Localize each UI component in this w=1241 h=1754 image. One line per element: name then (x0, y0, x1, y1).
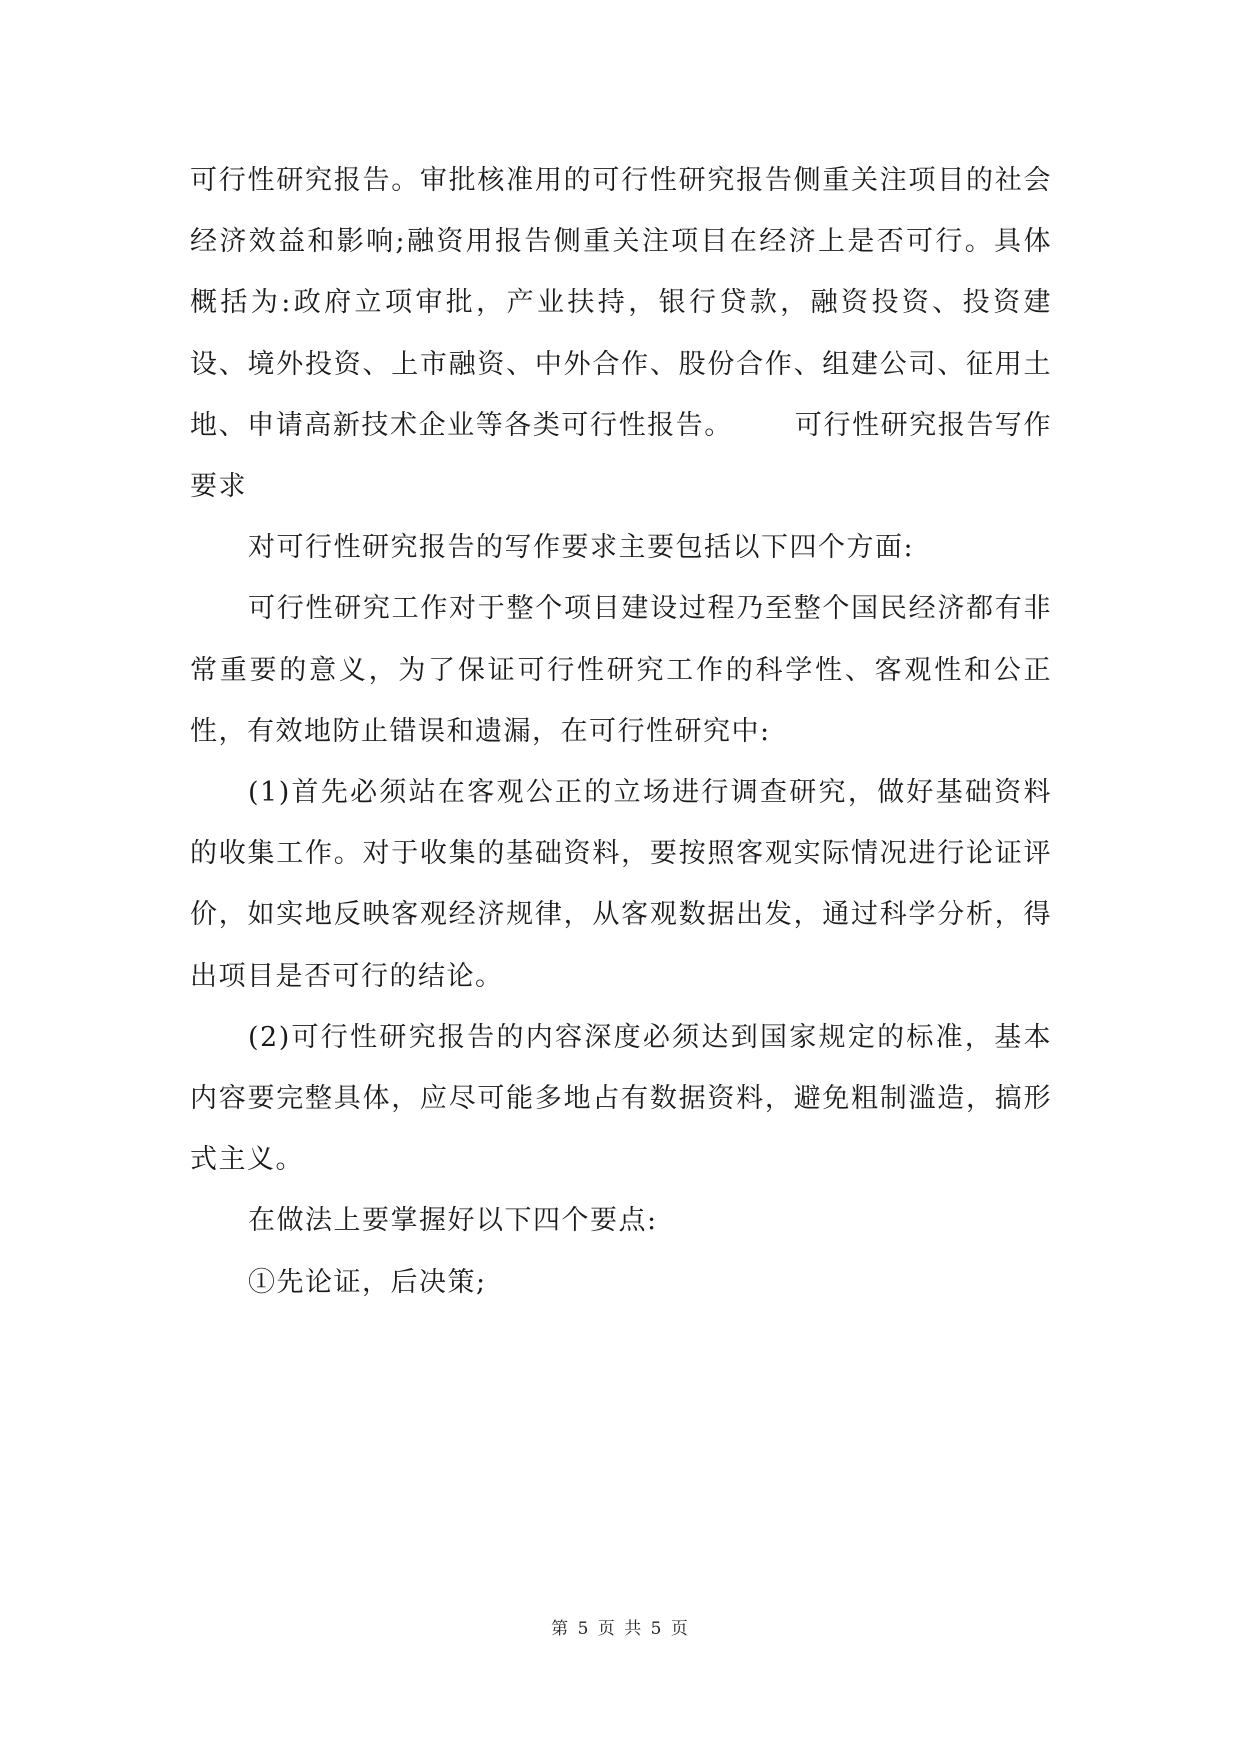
paragraph-key-point-1: ①先论证，后决策; (248, 1266, 487, 1298)
page-number-footer: 第 5 页 共 5 页 (551, 1619, 690, 1639)
paragraph-purpose (190, 150, 1052, 517)
paragraph-requirement-1: (1)首先必须站在客观公正的立场进行调查研究，做好基础资料的收集工作。对于收集的基础资料，要按照客观实际情况进行论证评价，如实地反映客观经济规律，从客观数据出发，通过科学分析，得出项目是否可行的结论。 (190, 777, 1052, 992)
paragraph-key-points-intro: 在做法上要掌握好以下四个要点: (248, 1205, 658, 1237)
section-heading-writing-requirements: 可行性研究报告写作要求 (190, 409, 1053, 503)
paragraph-requirements-intro: 对可行性研究报告的写作要求主要包括以下四个方面: (248, 532, 915, 564)
paragraph-requirement-2: (2)可行性研究报告的内容深度必须达到国家规定的标准，基本内容要完整具体，应尽可能多地占有数据资料，避免粗制滥造，搞形式主义。 (190, 1021, 1052, 1176)
paragraph-significance: 可行性研究工作对于整个项目建设过程乃至整个国民经济都有非常重要的意义，为了保证可行性研究工作的科学性、客观性和公正性，有效地防止错误和遗漏，在可行性研究中: (190, 593, 1052, 747)
paragraph-purpose-text: 可行性研究报告。审批核准用的可行性研究报告侧重关注项目的社会经济效益和影响;融资用报告侧重关注项目在经济上是否可行。具体概括为:政府立项审批，产业扶持，银行贷款，融资投资、投资建设、境外投资、上市融资、中外合作、股份合作、组建公司、征用土地、申请高新技术企业等各类可行性报告。 (190, 165, 1052, 441)
document-body (190, 150, 1052, 1313)
